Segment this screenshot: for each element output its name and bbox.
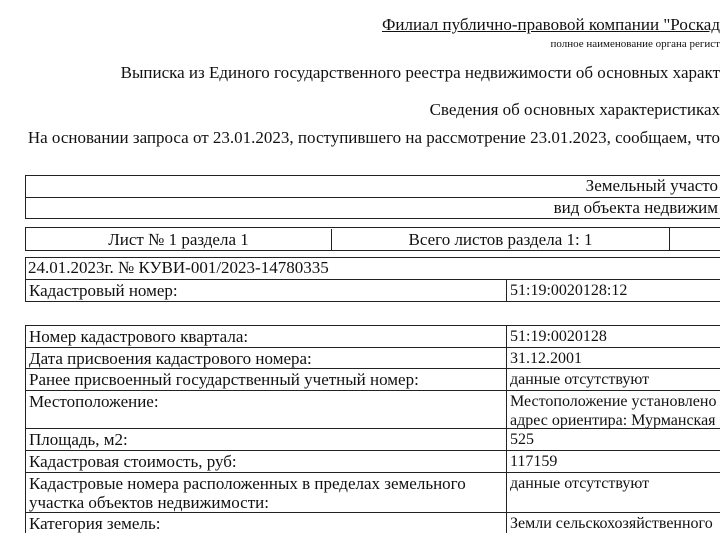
- row-value: [506, 391, 720, 428]
- table-row: [25, 368, 720, 390]
- reference-block: [25, 257, 720, 302]
- table-row: [25, 450, 720, 472]
- row-label: Площадь, м2:: [29, 430, 128, 449]
- row-value: данные отсутствуют: [506, 369, 720, 390]
- row-value-line: Местоположение установлено: [510, 393, 717, 410]
- section-title: Сведения об основных характеристиках: [429, 100, 720, 119]
- row-label: [26, 473, 506, 512]
- organization-caption: полное наименование органа регист: [550, 38, 720, 50]
- table-row: [25, 390, 720, 428]
- row-value: 117159: [506, 451, 720, 472]
- table-row: [25, 325, 720, 347]
- row-value: 525: [506, 429, 720, 450]
- row-value: 31.12.2001: [506, 348, 720, 368]
- sheet-info-row: [25, 227, 720, 251]
- row-value: Земли сельскохозяйственного: [506, 513, 720, 533]
- row-value: данные отсутствуют: [506, 473, 720, 512]
- table-row: [25, 347, 720, 368]
- table-row: [25, 428, 720, 450]
- table-row: [25, 472, 720, 512]
- sheet-extra-cell: [669, 228, 720, 250]
- row-label: Дата присвоения кадастрового номера:: [29, 349, 312, 368]
- organization-name: Филиал публично-правовой компании "Роскад: [382, 15, 720, 34]
- object-type-caption: вид объекта недвижим: [553, 198, 718, 217]
- object-type: Земельный участо: [26, 176, 720, 198]
- row-label-line: Кадастровые номера расположенных в пределах земельного: [29, 474, 466, 493]
- row-label: Ранее присвоенный государственный учетный номер:: [29, 370, 419, 389]
- object-type-block: [25, 175, 720, 219]
- request-text: На основании запроса от 23.01.2023, поступившего на рассмотрение 23.01.2023, сообщаем, что: [27, 128, 720, 147]
- row-value-line: адрес ориентира: Мурманская: [510, 412, 716, 429]
- row-label: Категория земель:: [29, 514, 161, 533]
- sheet-total: Всего листов раздела 1: 1: [331, 229, 669, 250]
- row-label: Кадастровая стоимость, руб:: [29, 452, 237, 471]
- row-label: Номер кадастрового квартала:: [29, 327, 249, 346]
- cadastral-number-value: 51:19:0020128:12: [506, 280, 720, 302]
- row-label-line: участка объектов недвижимости:: [29, 493, 269, 512]
- row-value: 51:19:0020128: [506, 326, 720, 347]
- table-row: [25, 512, 720, 533]
- row-label: Местоположение:: [29, 392, 159, 411]
- extract-number: 24.01.2023г. № КУВИ-001/2023-14780335: [26, 258, 720, 280]
- document-title: Выписка из Единого государственного реестра недвижимости об основных характ: [120, 63, 720, 82]
- cadastral-number-label: Кадастровый номер:: [29, 281, 178, 300]
- sheet-number: Лист № 1 раздела 1: [108, 230, 249, 249]
